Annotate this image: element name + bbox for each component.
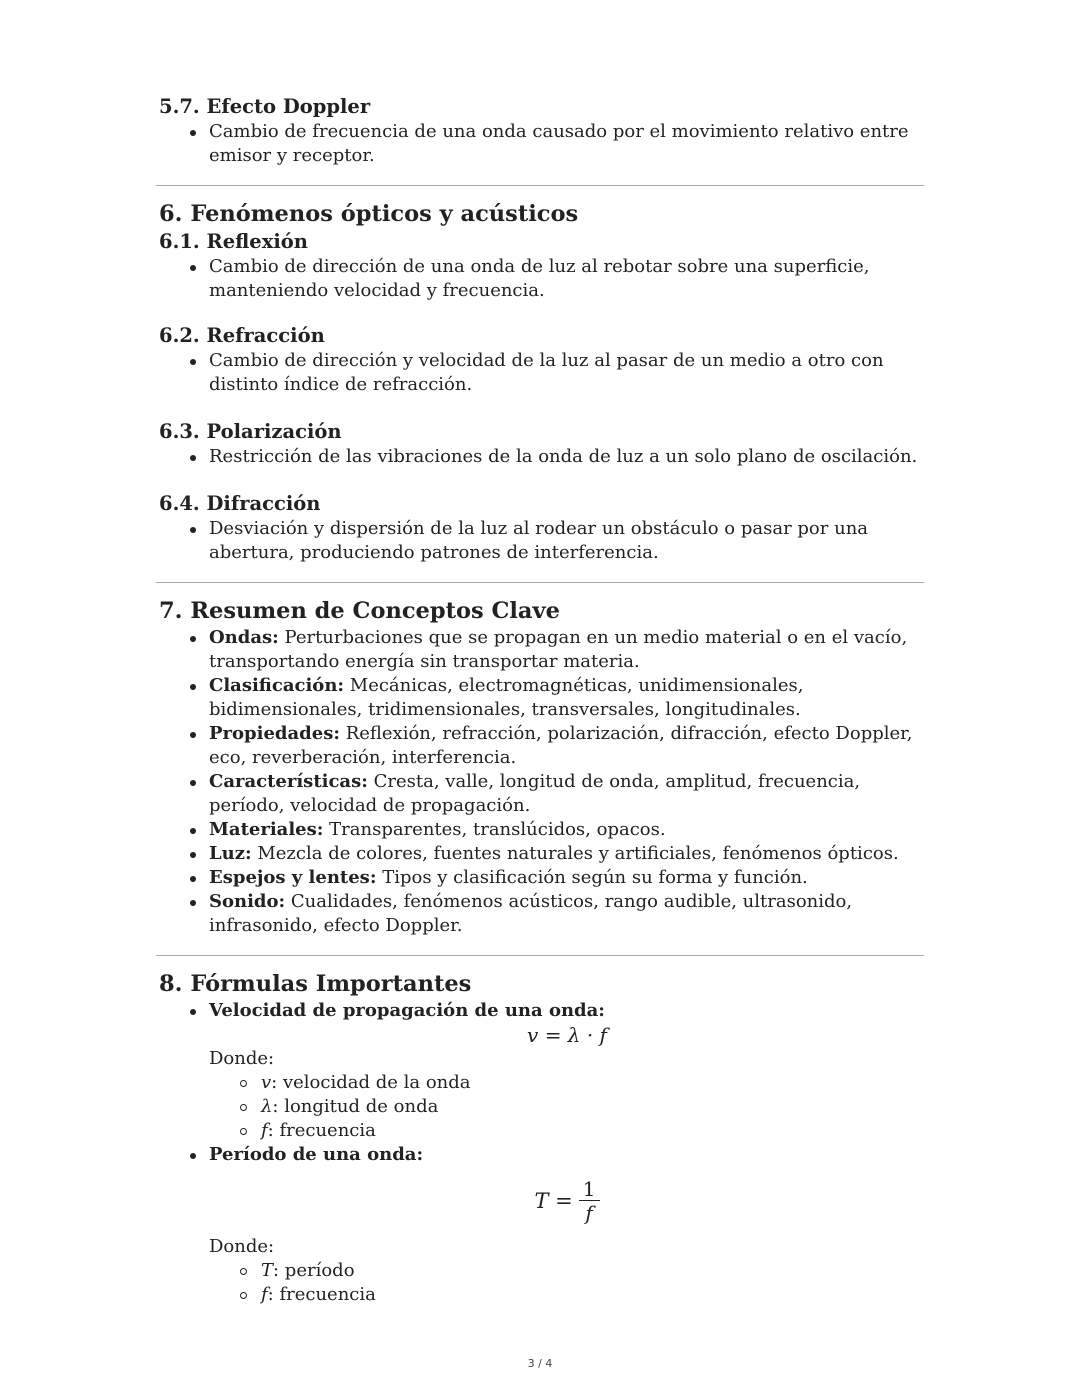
list-item	[159, 770, 925, 818]
symbol-description: : longitud de onda	[272, 1096, 439, 1117]
variable-item	[159, 1071, 925, 1095]
term: Características:	[209, 771, 368, 792]
definition: Mezcla de colores, fuentes naturales y artificiales, fenómenos ópticos.	[251, 843, 899, 864]
term: Clasificación:	[209, 675, 345, 696]
term: Propiedades:	[209, 723, 340, 744]
formula-item	[159, 1143, 925, 1167]
numerator: 1	[579, 1178, 600, 1201]
variable-item	[159, 1119, 925, 1143]
variable-item	[159, 1259, 925, 1283]
list-item: Cambio de frecuencia de una onda causado por el movimiento relativo entre emisor y receptor.	[159, 120, 925, 168]
formula-text: v = λ · f	[527, 1023, 607, 1047]
term: Materiales:	[209, 819, 324, 840]
definition: Transparentes, translúcidos, opacos.	[323, 819, 666, 840]
symbol-description: : frecuencia	[267, 1284, 376, 1305]
symbol: f	[261, 1120, 268, 1141]
formula-label: Velocidad de propagación de una onda:	[209, 1000, 605, 1021]
definition: Tipos y clasificación según su forma y función.	[376, 867, 808, 888]
list-item: Desviación y dispersión de la luz al rodear un obstáculo o pasar por una abertura, produciendo patrones de interferencia.	[159, 517, 925, 565]
variable-item	[159, 1283, 925, 1307]
definition: Cualidades, fenómenos acústicos, rango audible, ultrasonido, infrasonido, efecto Doppler.	[209, 891, 853, 936]
where-label: Donde:	[209, 1236, 275, 1257]
section-8-title: 8. Fórmulas Importantes	[159, 971, 472, 997]
definition: Perturbaciones que se propagan en un medio material o en el vacío, transportando energía sin transportar materia.	[209, 627, 908, 672]
list-item: Cambio de dirección y velocidad de la luz al pasar de un medio a otro con distinto índice de refracción.	[159, 349, 925, 397]
list-item	[159, 626, 925, 674]
term: Sonido:	[209, 891, 286, 912]
list-item	[159, 818, 925, 842]
list-item: Restricción de las vibraciones de la onda de luz a un solo plano de oscilación.	[159, 445, 925, 469]
section-6-2-title: 6.2. Refracción	[159, 324, 325, 347]
document-page	[159, 94, 925, 1307]
symbol: v	[261, 1072, 272, 1093]
definition: Reflexión, refracción, polarización, difracción, efecto Doppler, eco, reverberación, interferencia.	[209, 723, 913, 768]
list-item	[159, 890, 925, 938]
formula-2-where	[159, 1235, 925, 1307]
symbol-description: : período	[273, 1260, 355, 1281]
section-6-4-title: 6.4. Difracción	[159, 492, 321, 515]
symbol: λ	[261, 1096, 273, 1117]
where-label: Donde:	[209, 1048, 275, 1069]
symbol: T	[261, 1260, 274, 1281]
denominator: f	[585, 1200, 593, 1225]
section-6-2-list	[159, 349, 925, 397]
list-item: Cambio de dirección de una onda de luz al rebotar sobre una superficie, manteniendo velocidad y frecuencia.	[159, 255, 925, 303]
section-5-7-list	[159, 120, 925, 168]
page-number: 3 / 4	[527, 1357, 553, 1370]
section-6-title: 6. Fenómenos ópticos y acústicos	[159, 201, 579, 227]
formula-1-where	[159, 1047, 925, 1167]
key-concepts-list	[159, 626, 925, 938]
section-7-title: 7. Resumen de Conceptos Clave	[159, 598, 560, 624]
variable-item	[159, 1095, 925, 1119]
formula-period	[159, 1167, 925, 1231]
term: Espejos y lentes:	[209, 867, 377, 888]
formula-label: Período de una onda:	[209, 1144, 424, 1165]
section-6-3-list	[159, 445, 925, 469]
term: Luz:	[209, 843, 252, 864]
section-6-1-title: 6.1. Reflexión	[159, 230, 308, 253]
definition: Cresta, valle, longitud de onda, amplitud, frecuencia, período, velocidad de propagación.	[209, 771, 861, 816]
symbol-description: : frecuencia	[267, 1120, 376, 1141]
list-item	[159, 842, 925, 866]
section-6-3-title: 6.3. Polarización	[159, 420, 342, 443]
symbol: f	[261, 1284, 268, 1305]
fraction	[579, 1178, 600, 1225]
formula-lhs: T =	[534, 1189, 573, 1213]
symbol-description: : velocidad de la onda	[271, 1072, 471, 1093]
section-6-4-list	[159, 517, 925, 565]
definition: Mecánicas, electromagnéticas, unidimensionales, bidimensionales, tridimensionales, transversales, longitudinales.	[209, 675, 804, 720]
section-6-1-list	[159, 255, 925, 303]
list-item	[159, 722, 925, 770]
list-item	[159, 674, 925, 722]
formula-item	[159, 999, 925, 1023]
formula-velocity	[159, 1023, 925, 1047]
section-5-7-title: 5.7. Efecto Doppler	[159, 95, 371, 118]
term: Ondas:	[209, 627, 279, 648]
list-item	[159, 866, 925, 890]
formulas-list	[159, 999, 925, 1023]
